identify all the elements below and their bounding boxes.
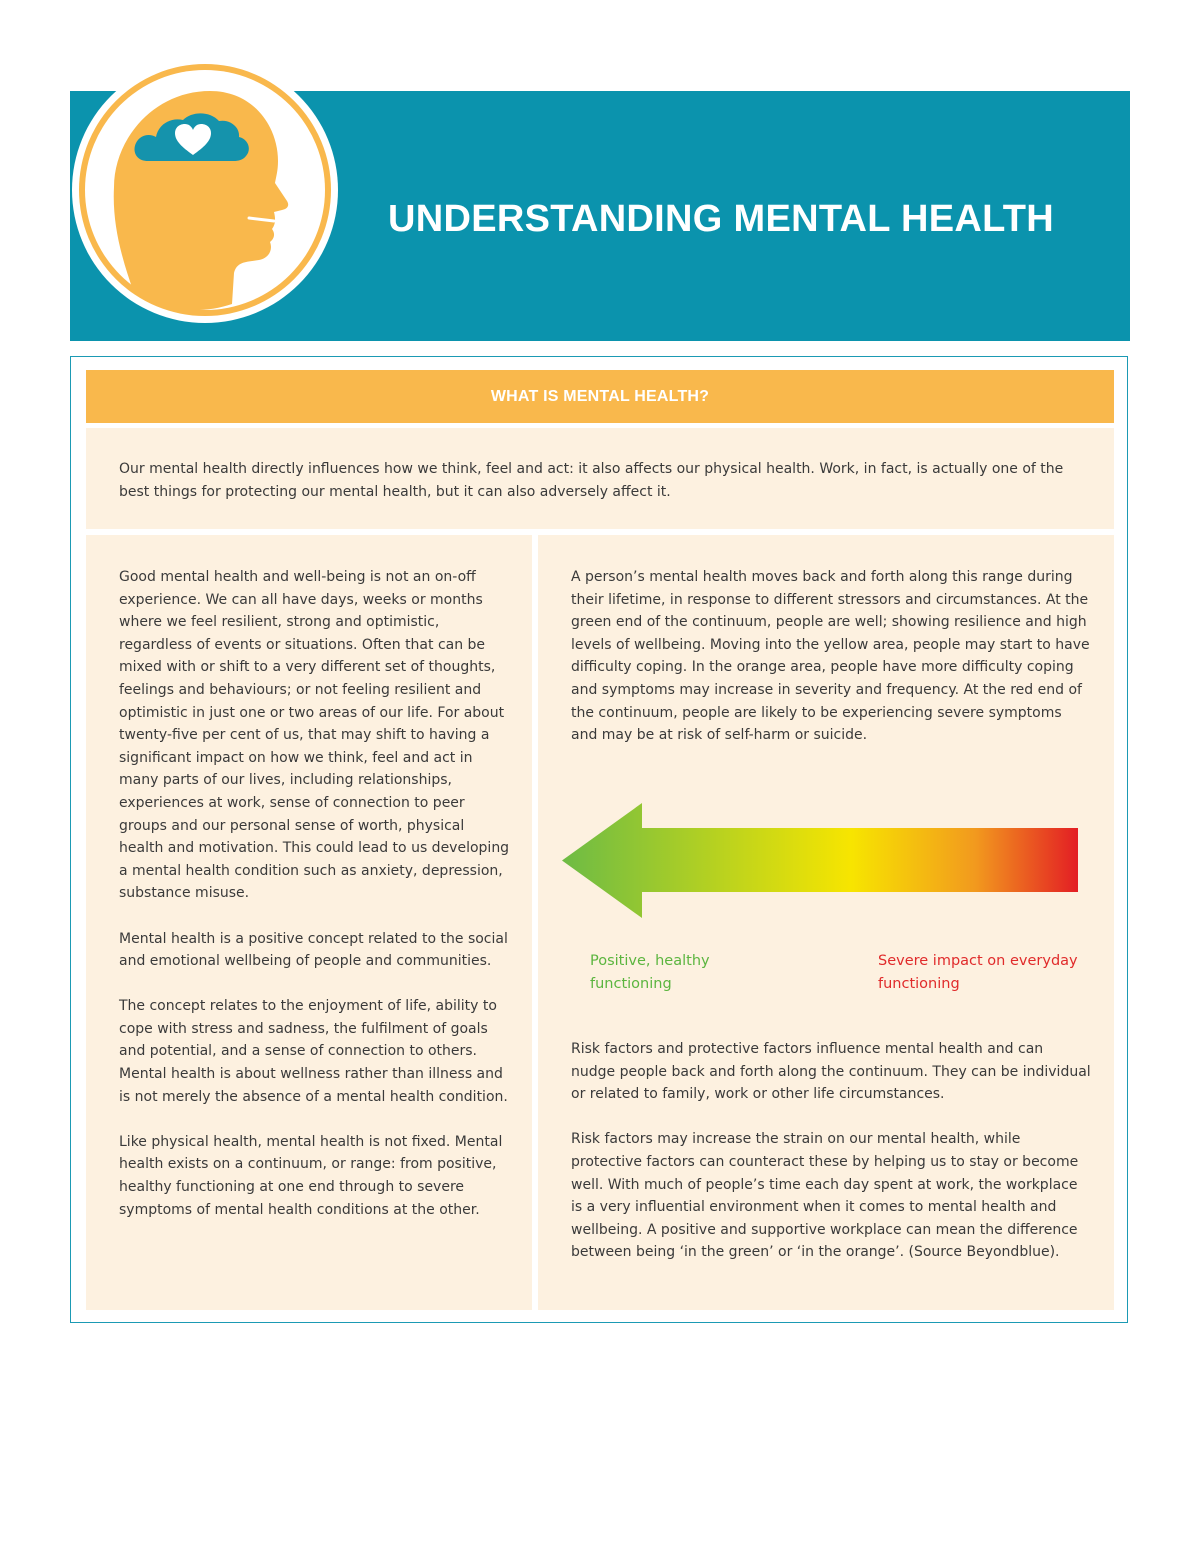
- head-with-heart-cloud-icon: [70, 55, 340, 325]
- left-paragraph-2: Mental health is a positive concept related to the social and emotional wellbeing of people and communities.: [119, 930, 508, 970]
- continuum-negative-label: Severe impact on everyday functioning: [878, 953, 1078, 992]
- page-title: UNDERSTANDING MENTAL HEALTH: [388, 198, 1055, 240]
- section-heading: WHAT IS MENTAL HEALTH?: [86, 370, 1114, 423]
- continuum-arrow: [562, 803, 1078, 918]
- continuum-positive-label: Positive, healthy functioning: [590, 953, 710, 992]
- left-column: [86, 535, 532, 1310]
- intro-panel: [86, 428, 1114, 529]
- right-column: [538, 535, 1114, 1310]
- left-paragraph-4: Like physical health, mental health is not fixed. Mental health exists on a continuum, or range: from positive, healthy functioning at one end through to severe symptoms of mental health conditions at the other.: [119, 1133, 503, 1218]
- right-paragraph-1: A person’s mental health moves back and forth along this range during their lifetime, in response to different stressors and circumstances. At the green end of the continuum, people are well; showing resilience and high levels of wellbeing. Moving into the yellow area, people may start to have difficulty coping. In the orange area, people have more difficulty coping and symptoms may increase in severity and frequency. At the red end of the continuum, people are likely to be experiencing severe symptoms and may be at risk of self-harm or suicide.: [571, 569, 1090, 744]
- right-paragraph-2: Risk factors and protective factors influence mental health and can nudge people back and forth along the continuum. They can be individual or related to family, work or other life circumstances.: [571, 1041, 1091, 1103]
- left-paragraph-1: Good mental health and well-being is not an on-off experience. We can all have days, weeks or months where we feel resilient, strong and optimistic, regardless of events or situations. Often that can be mixed with or shift to a very different set of thoughts, feelings and behaviours; or not feeling resilient and optimistic in just one or two areas of our life. For about twenty-five per cent of us, that may shift to having a significant impact on how we think, feel and act in many parts of our lives, including relationships, experiences at work, sense of connection to peer groups and our personal sense of worth, physical health and motivation. This could lead to us developing a mental health condition such as anxiety, depression, substance misuse.: [119, 569, 510, 902]
- right-paragraph-3: Risk factors may increase the strain on our mental health, while protective factors can counteract these by helping us to stay or become well. With much of people’s time each day spent at work, the workplace is a very influential environment when it comes to mental health and wellbeing. A positive and supportive workplace can mean the difference between being ‘in the green’ or ‘in the orange’. (Source Beyondblue).: [571, 1131, 1079, 1261]
- left-paragraph-3: The concept relates to the enjoyment of life, ability to cope with stress and sadness, the fulfilment of goals and potential, and a sense of connection to others. Mental health is about wellness rather than illness and is not merely the absence of a mental health condition.: [119, 998, 508, 1105]
- intro-text: Our mental health directly influences how we think, feel and act: it also affects our physical health. Work, in fact, is actually one of the best things for protecting our mental health, but it can also adversely affect it.: [119, 461, 1064, 500]
